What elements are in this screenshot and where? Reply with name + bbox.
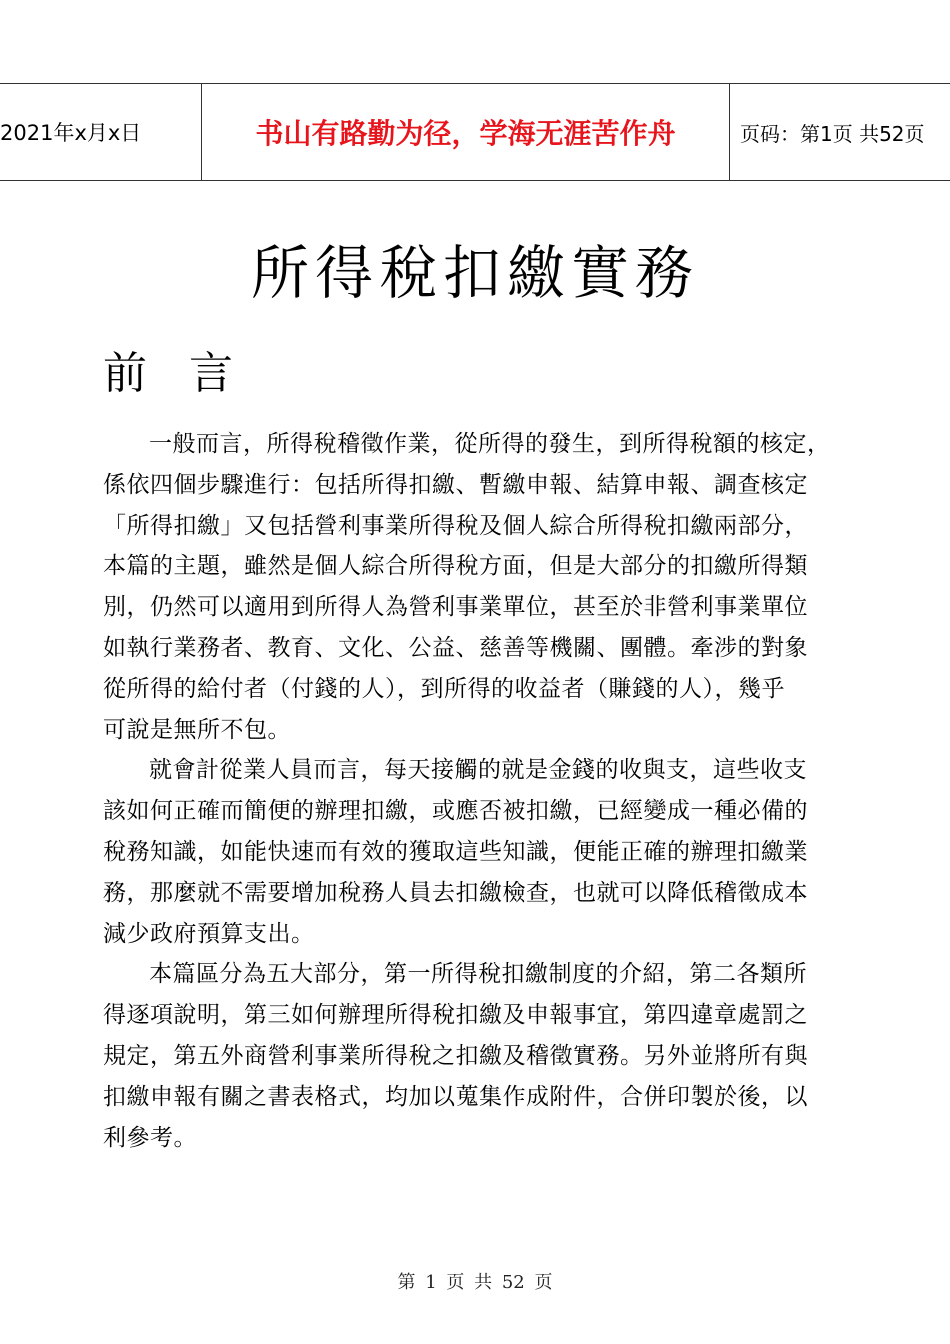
paragraph-line: 扣繳申報有關之書表格式，均加以蒐集作成附件，合併印製於後，以 (103, 1083, 808, 1110)
page-footer: 第 1 页 共 52 页 (397, 1272, 553, 1293)
paragraph-line: 稅務知識，如能快速而有效的獲取這些知識，便能正確的辦理扣繳業 (103, 838, 808, 865)
paragraph-line: 「所得扣繳」又包括營利事業所得稅及個人綜合所得稅扣繳兩部分， (103, 512, 808, 539)
paragraph-line: 可說是無所不包。 (103, 716, 291, 743)
paragraph-line: 如執行業務者、教育、文化、公益、慈善等機關、團體。牽涉的對象 (103, 634, 808, 661)
paragraph-line: 一般而言，所得稅稽徵作業，從所得的發生，到所得稅額的核定， (149, 431, 831, 457)
paragraph-line: 減少政府預算支出。 (103, 920, 315, 947)
paragraph-line: 本篇的主題，雖然是個人綜合所得稅方面，但是大部分的扣繳所得類 (103, 553, 808, 580)
header-table (0, 83, 950, 181)
paragraph-3 (103, 954, 863, 1158)
paragraph-line: 務，那麼就不需要增加稅務人員去扣繳檢查，也就可以降低稽徵成本 (103, 879, 808, 906)
document-title: 所得稅扣繳實務 (250, 239, 699, 307)
paragraph-line: 就會計從業人員而言，每天接觸的就是金錢的收與支，這些收支 (149, 757, 807, 784)
header-date: 2021年x月x日 (0, 84, 202, 180)
paragraph-line: 利參考。 (103, 1124, 197, 1151)
paragraph-line: 係依四個步驟進行：包括所得扣繳、暫繳申報、結算申報、調查核定 (103, 471, 808, 498)
section-heading: 前 言 (103, 348, 247, 399)
paragraph-line: 別，仍然可以適用到所得人為營利事業單位，甚至於非營利事業單位 (103, 594, 808, 621)
paragraph-2 (103, 750, 863, 954)
paragraph-line: 從所得的給付者（付錢的人），到所得的收益者（賺錢的人），幾乎 (103, 675, 785, 702)
header-page-info: 页码：第1页 共52页 (740, 121, 925, 146)
paragraph-line: 該如何正確而簡便的辦理扣繳，或應否被扣繳，已經變成一種必備的 (103, 798, 808, 825)
paragraph-line: 本篇區分為五大部分，第一所得稅扣繳制度的介紹，第二各類所 (149, 961, 807, 988)
paragraph-line: 得逐項說明，第三如何辦理所得稅扣繳及申報事宜，第四違章處罰之 (103, 1002, 808, 1029)
paragraph-line: 規定，第五外商營利事業所得稅之扣繳及稽徵實務。另外並將所有與 (103, 1042, 808, 1069)
body-text (103, 424, 863, 1158)
paragraph-1 (103, 424, 863, 750)
header-motto: 书山有路勤为径，学海无涯苦作舟 (202, 84, 730, 180)
